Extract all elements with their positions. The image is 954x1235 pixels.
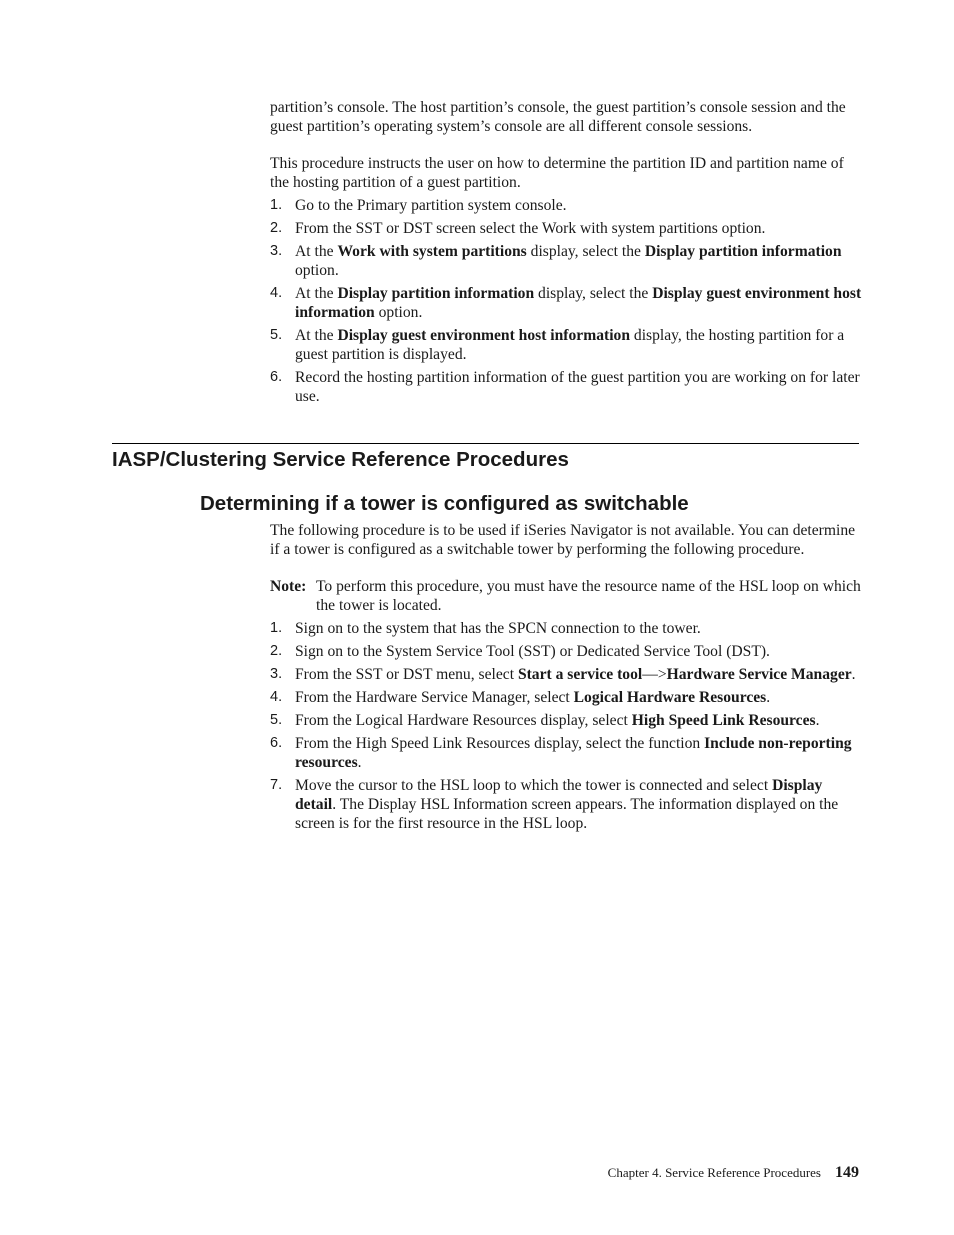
bold-term: High Speed Link Resources: [631, 712, 816, 729]
step-text: Move the cursor to the HSL loop to which the tower is connected and select: [295, 777, 773, 794]
step-text: Go to the Primary partition system console.: [295, 197, 567, 214]
bold-term: Display guest environment host information: [337, 327, 630, 344]
switchable-steps-list: [270, 619, 862, 833]
subsection-paragraph: The following procedure is to be used if iSeries Navigator is not available. You can determine if a tower is configured as a switchable tower by performing the following procedure.: [270, 522, 856, 558]
bold-term: Include non-reporting resources: [295, 735, 852, 771]
procedure-steps-list: [270, 196, 862, 406]
step-number: 1.: [270, 620, 283, 636]
bold-term: Hardware Service Manager: [666, 666, 852, 683]
step-number: 5.: [270, 712, 283, 728]
list-item: [270, 711, 862, 730]
step-text: display, select the: [534, 285, 653, 302]
list-item: [270, 326, 862, 364]
step-text: . The Display HSL Information screen appears. The information displayed on the screen is for the first resource in the HSL loop.: [295, 796, 839, 832]
list-item: [270, 688, 862, 707]
bold-term: Display partition information: [644, 243, 842, 260]
list-item: [270, 284, 862, 322]
step-text: From the SST or DST menu, select: [295, 666, 518, 683]
list-item: [270, 642, 862, 661]
step-text: display, the hosting partition for a guest partition is displayed.: [295, 327, 845, 363]
note: [270, 577, 862, 615]
list-item: [270, 368, 862, 406]
note-label: Note:: [270, 578, 307, 595]
step-text: —>: [642, 666, 667, 683]
note-text: To perform this procedure, you must have the resource name of the HSL loop on which the tower is located.: [316, 578, 861, 614]
step-number: 6.: [270, 735, 283, 751]
footer-chapter: Chapter 4. Service Reference Procedures: [607, 1165, 821, 1180]
page-number: 149: [835, 1164, 859, 1181]
step-text: From the Logical Hardware Resources display, select: [295, 712, 632, 729]
step-text: Sign on to the system that has the SPCN connection to the tower.: [295, 620, 701, 637]
step-text: .: [851, 666, 856, 683]
step-number: 3.: [270, 243, 283, 259]
list-item: [270, 242, 862, 280]
bold-term: Display partition information: [337, 285, 535, 302]
step-number: 1.: [270, 197, 283, 213]
switchable-tower-block: [270, 521, 862, 837]
list-item: [270, 219, 862, 238]
step-text: .: [815, 712, 820, 729]
step-number: 6.: [270, 369, 283, 385]
section-divider: [112, 443, 859, 444]
bold-term: Start a service tool: [517, 666, 643, 683]
step-text: From the High Speed Link Resources display, select the function: [295, 735, 705, 752]
step-text: Record the hosting partition information of the guest partition you are working on for later use.: [295, 369, 860, 405]
step-number: 3.: [270, 666, 283, 682]
list-item: [270, 665, 862, 684]
step-number: 4.: [270, 689, 283, 705]
bold-term: Work with system partitions: [337, 243, 527, 260]
step-text: At the: [295, 243, 338, 260]
list-item: [270, 196, 862, 215]
page-footer: [608, 1163, 859, 1183]
step-number: 2.: [270, 643, 283, 659]
step-text: At the: [295, 285, 338, 302]
step-text: From the SST or DST screen select the Work with system partitions option.: [295, 220, 766, 237]
step-text: From the Hardware Service Manager, select: [295, 689, 574, 706]
step-number: 7.: [270, 777, 283, 793]
continuation-paragraph: partition’s console. The host partition’s console, the guest partition’s console session and the guest partition’s operating system’s console are all different console sessions.: [270, 99, 846, 135]
step-number: 5.: [270, 327, 283, 343]
list-item: [270, 776, 862, 833]
step-number: 4.: [270, 285, 283, 301]
subsection-heading: Determining if a tower is configured as switchable: [200, 492, 689, 515]
step-text: option.: [374, 304, 423, 321]
step-text: .: [357, 754, 362, 771]
step-text: display, select the: [526, 243, 645, 260]
bold-term: Logical Hardware Resources: [573, 689, 767, 706]
step-text: .: [766, 689, 771, 706]
step-text: Sign on to the System Service Tool (SST) or Dedicated Service Tool (DST).: [295, 643, 770, 660]
bold-term: Display guest environment host information: [295, 285, 862, 321]
step-number: 2.: [270, 220, 283, 236]
step-text: option.: [295, 262, 339, 279]
list-item: [270, 734, 862, 772]
step-text: At the: [295, 327, 338, 344]
section-heading: IASP/Clustering Service Reference Procedures: [112, 448, 569, 471]
list-item: [270, 619, 862, 638]
bold-term: Display detail: [295, 777, 823, 813]
intro-block: [270, 98, 862, 410]
intro-paragraph: This procedure instructs the user on how to determine the partition ID and partition name of the hosting partition of a guest partition.: [270, 155, 844, 191]
